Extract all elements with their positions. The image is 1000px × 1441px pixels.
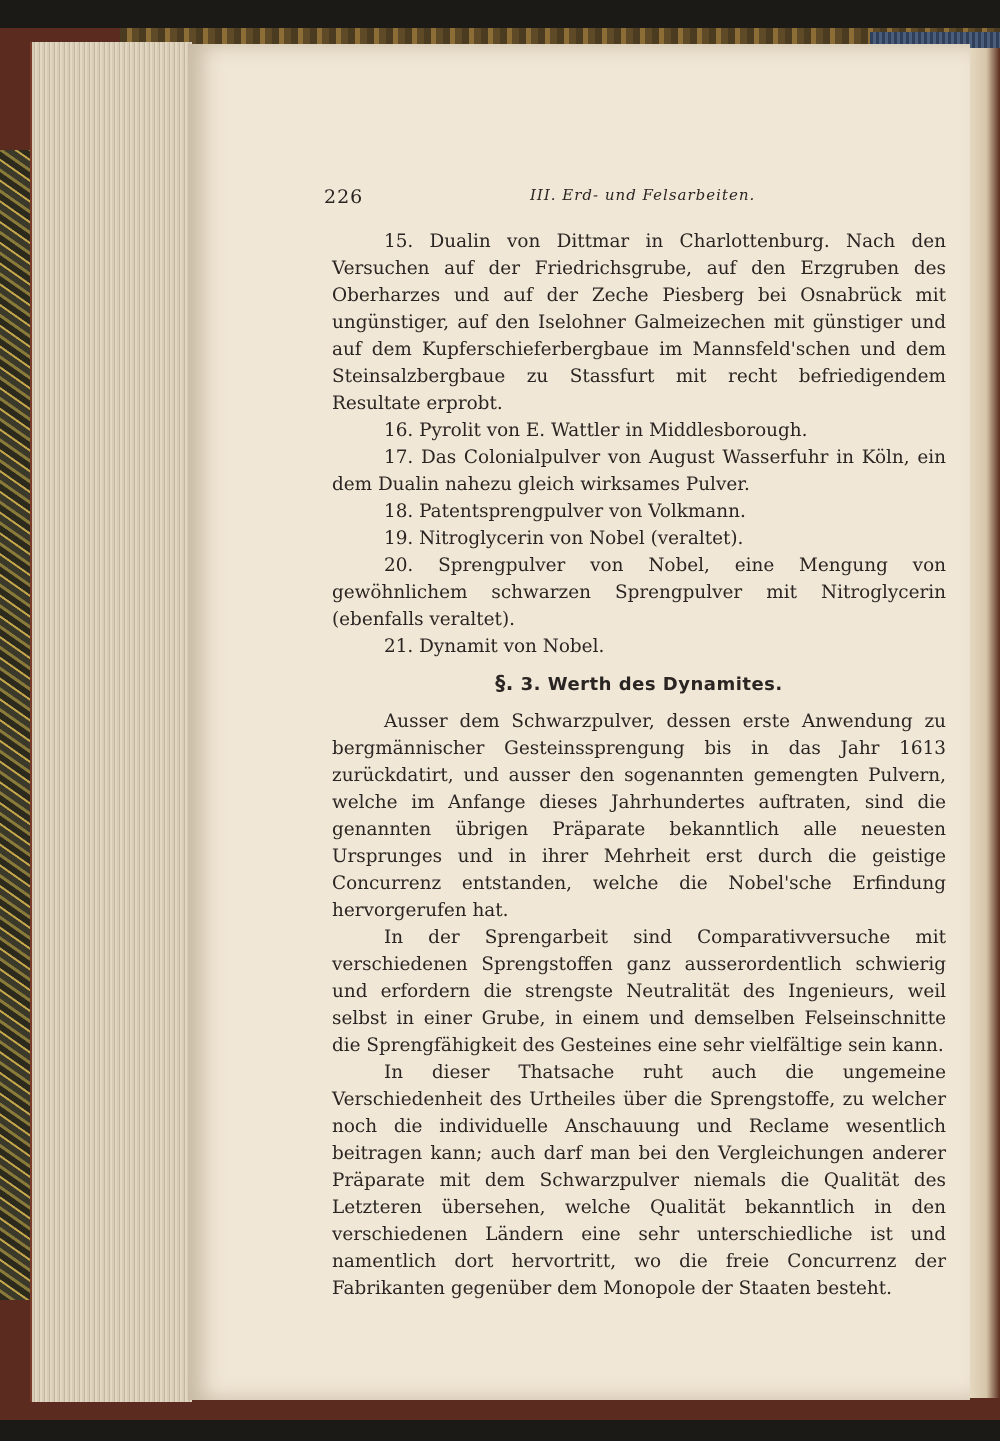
list-item: 18. Patentsprengpulver von Volkmann. (384, 501, 746, 522)
list-item: 17. Das Colonialpulver von August Wasserfuhr in Köln, ein dem Dualin nahezu gleich wirksames Pulver. (332, 447, 946, 495)
list-item: 21. Dynamit von Nobel. (384, 636, 605, 657)
list-item: 20. Sprengpulver von Nobel, eine Mengung von gewöhnlichem schwarzen Sprengpulver mit Nitroglycerin (ebenfalls veraltet). (332, 555, 946, 630)
page-body (332, 228, 946, 1302)
running-title: III. Erd- und Felsarbeiten. (530, 186, 756, 204)
page-stack (30, 42, 192, 1402)
facing-page-edge (966, 48, 1000, 1398)
paragraph: Ausser dem Schwarzpulver, dessen erste Anwendung zu bergmännischer Gesteinssprengung bis in das Jahr 1613 zurückdatirt, und ausser den sogenannten gemengten Pulvern, welche im Anfange dieses Jahrhundertes auftraten, sind die genannten übrigen Präparate bekanntlich alle neuesten Ursprunges und in ihrer Mehrheit erst durch die geistige Concurrenz entstanden, welche die Nobel'sche Erfindung hervorgerufen hat. (332, 711, 946, 921)
list-item: 19. Nitroglycerin von Nobel (veraltet). (384, 528, 744, 549)
marbled-endpaper (0, 150, 34, 1300)
page-number: 226 (324, 186, 364, 208)
list-item: 16. Pyrolit von E. Wattler in Middlesborough. (384, 420, 808, 441)
paragraph: In dieser Thatsache ruht auch die ungemeine Verschiedenheit des Urtheiles über die Sprengstoffe, zu welcher noch die individuelle Anschauung und Reclame wesentlich beitragen kann; auch darf man bei den Vergleichungen anderer Präparate mit dem Schwarzpulver niemals die Qualität des Letzteren übersehen, welche Qualität bekanntlich in den verschiedenen Ländern eine sehr unterschiedliche ist und namentlich dort hervortritt, wo die freie Concurrenz der Fabrikanten gegenüber dem Monopole der Staaten besteht. (332, 1062, 946, 1299)
section-title: 3. Werth des Dynamites. (520, 674, 783, 695)
list-item: 15. Dualin von Dittmar in Charlottenburg. Nach den Versuchen auf der Friedrichsgrube, auf den Erzgruben des Oberharzes und auf der Zeche Piesberg bei Osnabrück mit ungünstiger, auf den Iselohner Galmeizechen mit günstiger und auf dem Kupferschieferbergbaue im Mannsfeld'schen und dem Steinsalzbergbaue zu Stassfurt mit recht befriedigendem Resultate erprobt. (332, 231, 946, 414)
section-symbol: §. (495, 671, 514, 695)
paragraph: In der Sprengarbeit sind Comparativversuche mit verschiedenen Sprengstoffen ganz ausserordentlich schwierig und erfordern die strengste Neutralität des Ingenieurs, weil selbst in einer Grube, in einem und demselben Felseinschnitte die Sprengfähigkeit des Gesteines eine sehr vielfältige sein kann. (332, 927, 946, 1056)
section-heading (332, 670, 946, 698)
